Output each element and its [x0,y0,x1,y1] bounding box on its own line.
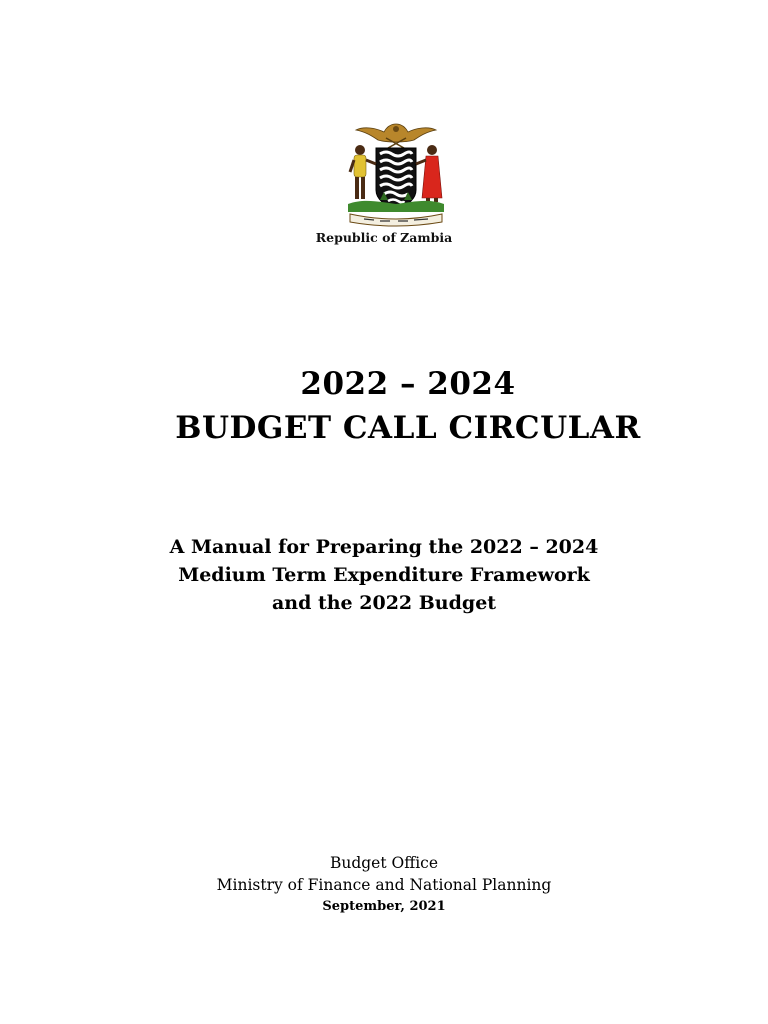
motto-ribbon-icon [350,214,442,226]
subtitle-line: and the 2022 Budget [271,592,497,614]
left-supporter-icon [350,145,376,199]
coat-of-arms-icon [340,120,452,228]
office-name: Budget Office [329,854,439,872]
subtitle-line: Medium Term Expenditure Framework [178,564,590,586]
publisher-block [0,852,768,918]
country-name: Republic of Zambia [315,230,453,245]
publication-date: September, 2021 [322,899,446,914]
document-title-years: 2022 – 2024 [300,366,516,402]
document-subtitle [0,533,768,617]
eagle-icon [356,124,436,142]
document-title: BUDGET CALL CIRCULAR [175,410,641,446]
subtitle-line: A Manual for Preparing the 2022 – 2024 [169,536,599,558]
shield-icon [376,148,416,210]
right-supporter-icon [416,145,442,202]
ministry-name: Ministry of Finance and National Planning [216,876,552,894]
